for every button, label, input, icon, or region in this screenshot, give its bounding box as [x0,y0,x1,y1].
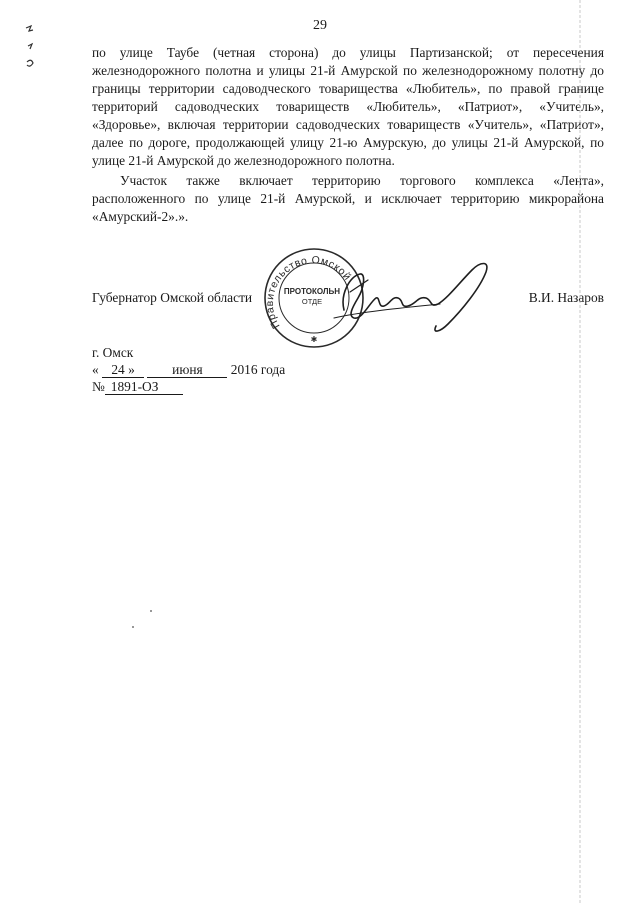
governor-title: Губернатор Омской области [92,290,253,305]
seal-ring-text: Правительство Омской [263,254,354,331]
date-day: 24 » [102,363,144,378]
document-body [92,44,604,226]
date-month: июня [147,363,227,378]
number-sign: № [92,379,105,394]
page-number: 29 [313,18,327,33]
scan-speck [132,626,134,628]
place-date-number [92,344,285,395]
scan-edge-line [578,0,582,905]
governor-name: В.И. Назаров [528,290,604,305]
date-year: 2016 года [230,362,286,377]
date-open-quote: « [92,362,99,377]
seal-center-line-2: ОТДЕ [301,297,323,306]
seal-center-line-1: ПРОТОКОЛЬН [283,287,341,296]
law-number-line [92,378,285,395]
paragraph-lenta-inclusion: Участок также включает территорию торгового комплекса «Лента», расположенного по улице 21-й Амурской, и исключает территорию микрорайона «Амурский-2».». [92,173,604,224]
seal-star-icon: ✱ [310,335,318,344]
law-number: 1891-ОЗ [105,380,183,395]
handwritten-signature [320,258,510,338]
paragraph-boundary-description: по улице Таубе (четная сторона) до улицы Партизанской; от пересечения железнодорожного полотна и улицы 21-й Амурской по железнодорожному полотну до границы территории садоводческого товарищества «Любитель», по правой границе территорий садоводческих товариществ «Любитель», «Патриот», «Учитель», «Здоровье», включая территории садоводческих товариществ «Учитель», «Патриот», далее по дороге, продолжающей улицу 21-ю Амурскую, до улицы 21-й Амурской, по улице 21-й Амурской до железнодорожного полотна. [92,45,604,168]
city-line: г. Омск [92,345,134,360]
scan-speck [150,610,152,612]
margin-marks [22,22,40,82]
date-line [92,361,285,378]
